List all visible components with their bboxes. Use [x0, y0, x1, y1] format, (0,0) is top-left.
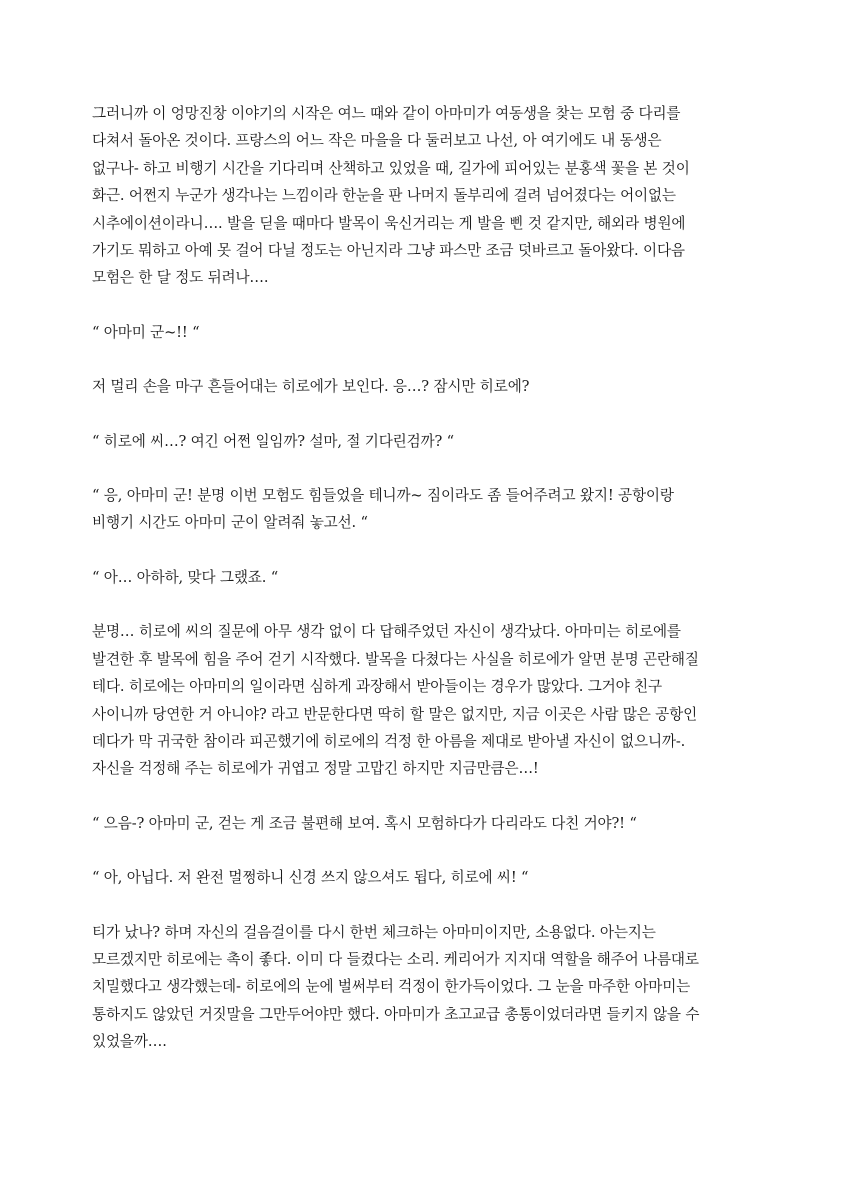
- text-line: 분명… 히로에 씨의 질문에 아무 생각 없이 다 답해주었던 자신이 생각났다. 아마미는 히로에를: [92, 623, 681, 641]
- document-page: [92, 100, 768, 1056]
- paragraph-gap: [92, 537, 768, 564]
- dialogue-hiroe-answer: [92, 482, 768, 537]
- dialogue-hiroe-call: [92, 319, 768, 346]
- text-line: 데다가 막 귀국한 참이라 피곤했기에 히로에의 걱정 한 아름을 제대로 받아낼 자신이 없으니까-.: [92, 732, 686, 750]
- text-line: “ 응, 아마미 군! 분명 이번 모험도 힘들었을 테니까~ 짐이라도 좀 들어주려고 왔지! 공항이랑: [92, 487, 674, 505]
- text-line: 비행기 시간도 아마미 군이 알려줘 놓고선. “: [92, 514, 368, 532]
- text-line: 저 멀리 손을 마구 흔들어대는 히로에가 보인다. 응…? 잠시만 히로에?: [92, 378, 530, 396]
- text-line: 사이니까 당연한 거 아니야? 라고 반문한다면 딱히 할 말은 없지만, 지금 이곳은 사람 많은 공항인: [92, 705, 698, 723]
- paragraph-gap: [92, 837, 768, 864]
- text-line: “ 아… 아하하, 맞다 그랬죠. “: [92, 568, 279, 586]
- text-line: 그러니까 이 엉망진창 이야기의 시작은 여느 때와 같이 아마미가 여동생을 찾는 모험 중 다리를: [92, 105, 681, 122]
- text-line: “ 으음-? 아마미 군, 걷는 게 조금 불편해 보여. 혹시 모험하다가 다리라도 다친 거야?! “: [92, 814, 637, 832]
- text-line: 시추에이션이라니…. 발을 딛을 때마다 발목이 욱신거리는 게 발을 삔 것 같지만, 해외라 병원에: [92, 214, 686, 232]
- text-line: 있었을까….: [92, 1033, 167, 1051]
- text-line: 통하지도 않았던 거짓말을 그만두어야만 했다. 아마미가 초고교급 총통이었더라면 들키지 않을 수: [92, 1005, 700, 1023]
- paragraph-gap: [92, 455, 768, 482]
- dialogue-hiroe-worry: [92, 810, 768, 837]
- text-line: 자신을 걱정해 주는 히로에가 귀엽고 정말 고맙긴 하지만 지금만큼은…!: [92, 760, 539, 778]
- paragraph-gap: [92, 401, 768, 428]
- paragraph-amami-thoughts: [92, 618, 768, 782]
- text-line: “ 히로에 씨…? 여긴 어쩐 일임까? 설마, 절 기다린검까? “: [92, 432, 454, 450]
- text-line: 치밀했다고 생각했는데- 히로에의 눈에 벌써부터 걱정이 한가득이었다. 그 눈을 마주한 아마미는: [92, 978, 691, 996]
- paragraph-gap: [92, 292, 768, 319]
- text-line: “ 아마미 군~!! “: [92, 323, 200, 341]
- text-line: 테다. 히로에는 아마미의 일이라면 심하게 과장해서 받아들이는 경우가 많았다. 그거야 친구: [92, 678, 662, 696]
- text-line: 모르겠지만 히로에는 촉이 좋다. 이미 다 들켰다는 소리. 케리어가 지지대 역할을 해주어 나름대로: [92, 950, 699, 968]
- text-line: 없구나- 하고 비행기 시간을 기다리며 산책하고 있었을 때, 길가에 피어있는 분홍색 꽃을 본 것이: [92, 159, 690, 177]
- paragraph-hiroe-seen: [92, 373, 768, 400]
- dialogue-amami-question: [92, 428, 768, 455]
- paragraph-opening: [92, 100, 768, 292]
- text-line: 화근. 어쩐지 누군가 생각나는 느낌이라 한눈을 판 나머지 돌부리에 걸려 넘어졌다는 어이없는: [92, 187, 676, 205]
- paragraph-gap: [92, 591, 768, 618]
- text-line: 발견한 후 발목에 힘을 주어 걷기 시작했다. 발목을 다쳤다는 사실을 히로에가 알면 분명 곤란해질: [92, 650, 699, 668]
- text-line: “ 아, 아닙다. 저 완전 멀쩡하니 신경 쓰지 않으셔도 됩다, 히로에 씨! “: [92, 869, 529, 887]
- dialogue-amami-denial: [92, 864, 768, 891]
- text-line: 다쳐서 돌아온 것이다. 프랑스의 어느 작은 마을을 다 둘러보고 나선, 아 여기에도 내 동생은: [92, 132, 662, 150]
- text-line: 모험은 한 달 정도 뒤려나….: [92, 269, 269, 287]
- dialogue-amami-laugh: [92, 564, 768, 591]
- text-line: 가기도 뭐하고 아예 못 걸어 다닐 정도는 아닌지라 그냥 파스만 조금 덧바르고 돌아왔다. 이다음: [92, 242, 685, 260]
- text-line: 티가 났나? 하며 자신의 걸음걸이를 다시 한번 체크하는 아마미이지만, 소용없다. 아는지는: [92, 923, 656, 941]
- paragraph-gap: [92, 346, 768, 373]
- paragraph-gap: [92, 892, 768, 919]
- paragraph-closing: [92, 919, 768, 1056]
- paragraph-gap: [92, 783, 768, 810]
